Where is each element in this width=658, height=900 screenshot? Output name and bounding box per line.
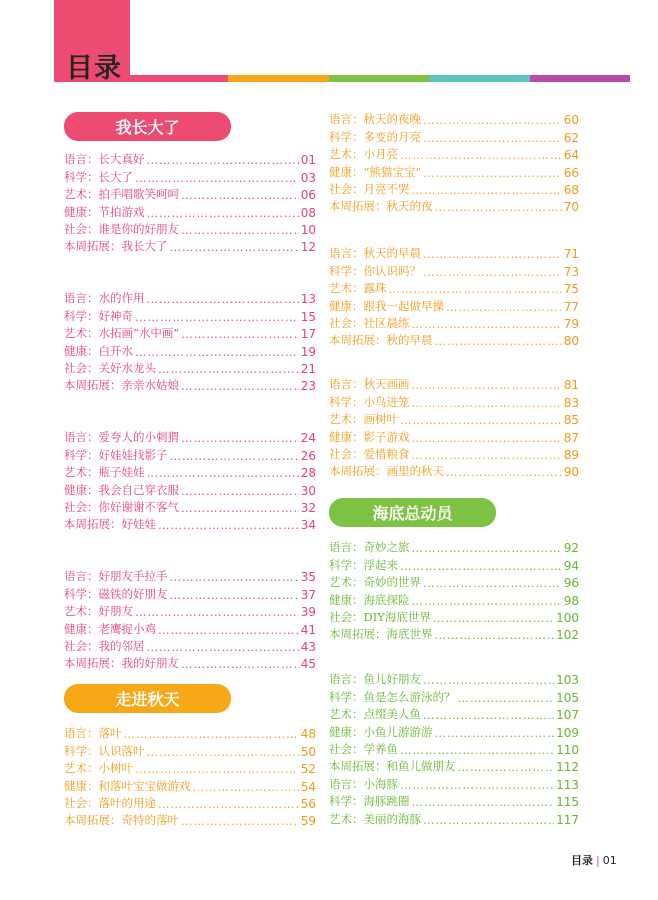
toc-entry-title: 语言：秋天的夜晚 xyxy=(329,112,421,127)
toc-entry-page: 35 xyxy=(300,570,316,585)
toc-entry-page: 85 xyxy=(563,413,579,428)
toc-entry-page: 62 xyxy=(563,130,579,145)
toc-entry-page: 113 xyxy=(556,777,579,792)
toc-entry-title: 科学：鱼是怎么游泳的？ xyxy=(329,689,456,704)
toc-entry[interactable] xyxy=(64,428,316,445)
toc-dot-leader xyxy=(147,466,299,480)
toc-entry[interactable] xyxy=(329,573,579,590)
toc-entry[interactable] xyxy=(329,608,579,625)
toc-entry-page: 12 xyxy=(300,240,316,255)
toc-entry-title: 健康：影子游戏 xyxy=(329,429,410,444)
toc-entry-page: 28 xyxy=(300,466,316,481)
toc-entry[interactable] xyxy=(329,705,579,722)
toc-entry[interactable] xyxy=(329,145,579,162)
toc-entry-title: 科学：认识落叶 xyxy=(64,743,145,758)
footer-separator: | xyxy=(596,854,600,867)
unit-header-autumn: 走进秋天 xyxy=(64,684,231,713)
toc-entry-page: 21 xyxy=(300,361,316,376)
toc-entry[interactable] xyxy=(329,110,579,127)
toc-dot-leader xyxy=(135,762,299,776)
toc-entry-title: 艺术：美丽的海豚 xyxy=(329,811,421,826)
toc-dot-leader xyxy=(458,760,555,774)
toc-entry-page: 112 xyxy=(556,760,579,775)
toc-dot-leader xyxy=(170,570,299,584)
toc-entry-title: 本周拓展：我长大了 xyxy=(64,239,168,254)
toc-dot-leader xyxy=(147,745,299,759)
toc-dot-leader xyxy=(433,611,554,625)
toc-entry[interactable] xyxy=(329,314,579,331)
toc-entry-title: 语言：落叶 xyxy=(64,726,122,741)
toc-entry-page: 83 xyxy=(563,395,579,410)
toc-entry-page: 87 xyxy=(563,430,579,445)
toc-entry-page: 103 xyxy=(556,673,579,688)
toc-entry-page: 43 xyxy=(300,639,316,654)
toc-dot-leader xyxy=(412,183,562,197)
toc-dot-leader xyxy=(193,780,299,794)
toc-entry-title: 语言：长大真好 xyxy=(64,152,145,167)
toc-dot-leader xyxy=(181,327,298,341)
toc-entry-title: 社会：爱惜粮食 xyxy=(329,446,410,461)
toc-entry-title: 健康：“熊猫宝宝” xyxy=(329,164,422,179)
toc-dot-leader xyxy=(412,594,562,608)
page-footer xyxy=(571,852,617,868)
toc-entry-page: 17 xyxy=(300,327,316,342)
toc-entry-title: 艺术：小树叶 xyxy=(64,761,133,776)
toc-entry[interactable] xyxy=(64,150,316,167)
toc-entry-page: 54 xyxy=(300,779,316,794)
toc-entry-page: 70 xyxy=(563,200,579,215)
toc-dot-leader xyxy=(412,396,562,410)
toc-entry[interactable] xyxy=(329,197,579,214)
toc-dot-leader xyxy=(423,576,562,590)
toc-entry-title: 社会：关好水龙头 xyxy=(64,360,156,375)
toc-dot-leader xyxy=(158,797,299,811)
color-bar-purple xyxy=(530,75,630,82)
toc-entry-title: 艺术：拍手唱歌笑呵呵 xyxy=(64,187,179,202)
toc-entry-title: 本周拓展：画里的秋天 xyxy=(329,464,444,479)
toc-entry-title: 社会：月亮不哭 xyxy=(329,181,410,196)
toc-entry[interactable] xyxy=(329,445,579,462)
toc-entry-page: 110 xyxy=(556,742,579,757)
toc-dot-leader xyxy=(181,484,299,498)
toc-dot-leader xyxy=(147,153,299,167)
toc-entry-title: 社会：你好谢谢不客气 xyxy=(64,499,179,514)
toc-entry-title: 艺术：瓶子娃娃 xyxy=(64,465,145,480)
toc-entry-title: 艺术：好朋友 xyxy=(64,604,133,619)
toc-group-9 xyxy=(329,538,579,642)
color-bar-pink xyxy=(130,75,228,82)
toc-entry-title: 语言：秋天画画 xyxy=(329,377,410,392)
toc-dot-leader xyxy=(423,265,562,279)
footer-page-number: 01 xyxy=(602,854,617,867)
toc-entry[interactable] xyxy=(329,410,579,427)
toc-entry-page: 96 xyxy=(563,576,579,591)
toc-entry-page: 117 xyxy=(556,812,579,827)
toc-entry[interactable] xyxy=(329,261,579,278)
toc-entry-page: 48 xyxy=(300,727,316,742)
toc-entry-title: 社会：谁是你的好朋友 xyxy=(64,221,179,236)
toc-entry-page: 105 xyxy=(556,690,579,705)
toc-entry[interactable] xyxy=(64,619,316,636)
color-bar-teal xyxy=(430,75,530,82)
toc-entry[interactable] xyxy=(64,341,316,358)
toc-entry[interactable] xyxy=(64,567,316,584)
toc-entry[interactable] xyxy=(64,811,316,828)
toc-dot-leader xyxy=(147,206,299,220)
toc-entry-title: 语言：秋天的早晨 xyxy=(329,246,421,261)
toc-entry-title: 科学：长大了 xyxy=(64,169,133,184)
toc-dot-leader xyxy=(423,708,554,722)
toc-entry[interactable] xyxy=(64,289,316,306)
toc-entry-page: 98 xyxy=(563,593,579,608)
toc-entry-page: 13 xyxy=(300,292,316,307)
toc-entry[interactable] xyxy=(329,296,579,313)
toc-entry[interactable] xyxy=(64,445,316,462)
toc-entry-title: 社会：DIY海底世界 xyxy=(329,609,431,624)
toc-entry-page: 24 xyxy=(300,431,316,446)
toc-entry-page: 23 xyxy=(300,379,316,394)
toc-dot-leader xyxy=(158,623,299,637)
toc-entry-title: 社会：我的邻居 xyxy=(64,638,145,653)
toc-entry-page: 109 xyxy=(556,725,579,740)
toc-group-3 xyxy=(64,428,316,532)
toc-group-10 xyxy=(329,670,579,827)
toc-entry-title: 社会：社区晨练 xyxy=(329,315,410,330)
toc-entry-title: 本周拓展：亲亲水姑娘 xyxy=(64,378,179,393)
toc-dot-leader xyxy=(400,559,562,573)
footer-label: 目录 xyxy=(571,854,593,867)
toc-entry[interactable] xyxy=(329,792,579,809)
toc-entry[interactable] xyxy=(329,392,579,409)
toc-dot-leader xyxy=(181,431,299,445)
toc-entry-title: 本周拓展：秋的早晨 xyxy=(329,333,433,348)
toc-entry[interactable] xyxy=(64,498,316,515)
toc-dot-leader xyxy=(181,814,299,828)
toc-dot-leader xyxy=(389,282,562,296)
toc-entry-page: 50 xyxy=(300,744,316,759)
toc-entry[interactable] xyxy=(64,654,316,671)
toc-entry[interactable] xyxy=(329,774,579,791)
toc-dot-leader xyxy=(412,448,562,462)
toc-entry-page: 45 xyxy=(300,657,316,672)
unit-header-undersea: 海底总动员 xyxy=(329,498,496,527)
toc-entry-page: 01 xyxy=(300,153,316,168)
toc-entry-title: 艺术：画树叶 xyxy=(329,412,398,427)
toc-entry[interactable] xyxy=(329,538,579,555)
toc-dot-leader xyxy=(435,726,555,740)
toc-entry-page: 102 xyxy=(556,628,579,643)
toc-entry-page: 80 xyxy=(563,334,579,349)
toc-dot-leader xyxy=(181,379,299,393)
toc-entry[interactable] xyxy=(64,794,316,811)
toc-entry-page: 64 xyxy=(563,148,579,163)
toc-entry[interactable] xyxy=(329,462,579,479)
toc-entry-title: 本周拓展：和鱼儿做朋友 xyxy=(329,759,456,774)
toc-dot-leader xyxy=(135,345,299,359)
toc-entry-title: 健康：节拍游戏 xyxy=(64,204,145,219)
toc-entry-title: 健康：跟我一起做早操 xyxy=(329,298,444,313)
unit-header-grow-up: 我长大了 xyxy=(64,112,231,141)
toc-entry[interactable] xyxy=(329,162,579,179)
toc-entry-page: 92 xyxy=(563,541,579,556)
toc-entry-title: 科学：浮起来 xyxy=(329,557,398,572)
toc-entry-title: 艺术：点缀美人鱼 xyxy=(329,707,421,722)
toc-entry-page: 107 xyxy=(556,708,579,723)
toc-dot-leader xyxy=(412,541,562,555)
toc-entry-title: 科学：你认识吗？ xyxy=(329,263,421,278)
toc-dot-leader xyxy=(135,605,299,619)
toc-dot-leader xyxy=(423,673,554,687)
toc-entry[interactable] xyxy=(329,244,579,261)
toc-entry-page: 115 xyxy=(556,795,579,810)
toc-entry-page: 37 xyxy=(300,587,316,602)
toc-entry[interactable] xyxy=(329,757,579,774)
toc-entry-page: 90 xyxy=(563,465,579,480)
color-bar-orange xyxy=(228,75,329,82)
toc-entry-title: 健康：老鹰捉小鸡 xyxy=(64,621,156,636)
toc-entry-title: 健康：我会自己穿衣服 xyxy=(64,482,179,497)
toc-entry[interactable] xyxy=(329,809,579,826)
toc-entry-title: 语言：好朋友手拉手 xyxy=(64,569,168,584)
toc-entry[interactable] xyxy=(64,776,316,793)
toc-dot-leader xyxy=(170,240,299,254)
toc-dot-leader xyxy=(412,317,562,331)
toc-entry[interactable] xyxy=(329,740,579,757)
toc-entry-title: 社会：学养鱼 xyxy=(329,741,398,756)
toc-entry-page: 26 xyxy=(300,448,316,463)
toc-entry[interactable] xyxy=(64,759,316,776)
toc-entry-page: 30 xyxy=(300,483,316,498)
toc-entry-page: 06 xyxy=(300,188,316,203)
toc-dot-leader xyxy=(181,223,299,237)
toc-dot-leader xyxy=(158,362,299,376)
toc-dot-leader xyxy=(135,171,299,185)
toc-entry[interactable] xyxy=(329,279,579,296)
toc-dot-leader xyxy=(412,378,562,392)
toc-group-2 xyxy=(64,289,316,393)
toc-entry-title: 科学：多变的月亮 xyxy=(329,129,421,144)
toc-entry-title: 艺术：水拓画“水中画” xyxy=(64,326,180,341)
toc-entry-page: 56 xyxy=(300,796,316,811)
toc-entry-title: 科学：小鸟进笼 xyxy=(329,394,410,409)
toc-entry[interactable] xyxy=(64,324,316,341)
toc-entry-page: 75 xyxy=(563,282,579,297)
toc-entry[interactable] xyxy=(64,724,316,741)
toc-dot-leader xyxy=(412,431,562,445)
toc-entry-title: 社会：落叶的用途 xyxy=(64,795,156,810)
toc-entry-page: 73 xyxy=(563,264,579,279)
toc-entry-page: 59 xyxy=(300,814,316,829)
toc-entry-page: 52 xyxy=(300,762,316,777)
toc-entry-title: 科学：磁铁的好朋友 xyxy=(64,586,168,601)
toc-entry-page: 60 xyxy=(563,113,579,128)
toc-entry[interactable] xyxy=(64,167,316,184)
toc-entry[interactable] xyxy=(64,220,316,237)
toc-entry[interactable] xyxy=(329,670,579,687)
toc-dot-leader xyxy=(435,200,562,214)
toc-entry[interactable] xyxy=(64,185,316,202)
toc-entry-title: 健康：白开水 xyxy=(64,343,133,358)
toc-entry-title: 语言：小海豚 xyxy=(329,776,398,791)
toc-dot-leader xyxy=(158,518,299,532)
toc-entry-page: 41 xyxy=(300,622,316,637)
toc-dot-leader xyxy=(435,334,562,348)
toc-entry[interactable] xyxy=(64,202,316,219)
toc-entry-title: 本周拓展：奇特的落叶 xyxy=(64,813,179,828)
toc-entry[interactable] xyxy=(64,359,316,376)
toc-group-4 xyxy=(64,567,316,671)
toc-dot-leader xyxy=(400,743,554,757)
toc-entry[interactable] xyxy=(329,127,579,144)
toc-dot-leader xyxy=(435,628,555,642)
toc-dot-leader xyxy=(124,727,299,741)
color-bar-green xyxy=(329,75,430,82)
toc-entry-title: 本周拓展：海底世界 xyxy=(329,627,433,642)
toc-entry-title: 本周拓展：我的好朋友 xyxy=(64,656,179,671)
toc-entry-page: 81 xyxy=(563,378,579,393)
toc-dot-leader xyxy=(147,292,299,306)
toc-group-6 xyxy=(329,110,579,214)
toc-entry-title: 本周拓展：好娃娃 xyxy=(64,517,156,532)
toc-dot-leader xyxy=(181,657,299,671)
toc-entry-page: 66 xyxy=(563,165,579,180)
toc-entry-title: 艺术：小月亮 xyxy=(329,147,398,162)
toc-entry[interactable] xyxy=(329,331,579,348)
toc-entry-page: 77 xyxy=(563,299,579,314)
toc-entry-title: 健康：和落叶宝宝做游戏 xyxy=(64,778,191,793)
toc-dot-leader xyxy=(446,300,562,314)
toc-entry-page: 94 xyxy=(563,558,579,573)
toc-entry[interactable] xyxy=(329,555,579,572)
toc-entry-title: 科学：好神奇 xyxy=(64,308,133,323)
toc-entry-title: 健康：海底探险 xyxy=(329,592,410,607)
toc-entry-page: 89 xyxy=(563,447,579,462)
toc-entry[interactable] xyxy=(64,480,316,497)
toc-entry-page: 15 xyxy=(300,309,316,324)
toc-dot-leader xyxy=(446,465,562,479)
toc-entry-title: 科学：海豚跳圈 xyxy=(329,794,410,809)
toc-entry-page: 100 xyxy=(556,610,579,625)
toc-entry[interactable] xyxy=(64,741,316,758)
toc-entry[interactable] xyxy=(329,625,579,642)
toc-entry[interactable] xyxy=(64,584,316,601)
toc-entry-page: 32 xyxy=(300,500,316,515)
toc-entry[interactable] xyxy=(329,722,579,739)
toc-entry-title: 语言：奇妙之旅 xyxy=(329,540,410,555)
toc-dot-leader xyxy=(423,131,562,145)
toc-entry-page: 39 xyxy=(300,605,316,620)
toc-entry-title: 本周拓展：秋天的夜 xyxy=(329,199,433,214)
toc-dot-leader xyxy=(400,778,554,792)
toc-dot-leader xyxy=(423,113,562,127)
toc-dot-leader xyxy=(400,413,562,427)
toc-entry-page: 71 xyxy=(563,247,579,262)
toc-entry-title: 艺术：奇妙的世界 xyxy=(329,575,421,590)
toc-entry-page: 08 xyxy=(300,205,316,220)
toc-entry-page: 10 xyxy=(300,222,316,237)
toc-entry[interactable] xyxy=(64,237,316,254)
toc-entry[interactable] xyxy=(64,306,316,323)
toc-entry[interactable] xyxy=(329,180,579,197)
toc-group-8 xyxy=(329,375,579,479)
toc-dot-leader xyxy=(423,166,561,180)
toc-entry-title: 语言：水的作用 xyxy=(64,291,145,306)
toc-group-5 xyxy=(64,724,316,828)
toc-entry-page: 03 xyxy=(300,170,316,185)
toc-entry-page: 79 xyxy=(563,316,579,331)
toc-group-7 xyxy=(329,244,579,348)
toc-entry-page: 19 xyxy=(300,344,316,359)
toc-dot-leader xyxy=(400,148,562,162)
toc-entry-title: 健康：小鱼儿游游游 xyxy=(329,724,433,739)
toc-entry[interactable] xyxy=(64,602,316,619)
toc-entry-title: 语言：鱼儿好朋友 xyxy=(329,672,421,687)
toc-group-1 xyxy=(64,150,316,254)
toc-entry[interactable] xyxy=(64,463,316,480)
toc-dot-leader xyxy=(181,188,299,202)
toc-entry-page: 68 xyxy=(563,182,579,197)
toc-entry[interactable] xyxy=(329,590,579,607)
toc-dot-leader xyxy=(147,640,299,654)
toc-dot-leader xyxy=(170,588,299,602)
toc-entry[interactable] xyxy=(329,427,579,444)
toc-dot-leader xyxy=(412,795,555,809)
toc-entry[interactable] xyxy=(329,375,579,392)
page-title: 目录 xyxy=(66,53,122,84)
toc-dot-leader xyxy=(181,501,299,515)
toc-entry-title: 科学：好娃娃找影子 xyxy=(64,447,168,462)
toc-entry-title: 艺术：露珠 xyxy=(329,281,387,296)
toc-dot-leader xyxy=(170,449,299,463)
toc-entry-title: 语言：爱夸人的小刺猬 xyxy=(64,430,179,445)
toc-entry[interactable] xyxy=(64,515,316,532)
toc-dot-leader xyxy=(135,310,299,324)
toc-dot-leader xyxy=(458,691,555,705)
toc-dot-leader xyxy=(423,247,562,261)
toc-entry[interactable] xyxy=(329,687,579,704)
toc-dot-leader xyxy=(423,813,554,827)
toc-entry-page: 34 xyxy=(300,518,316,533)
toc-entry[interactable] xyxy=(64,637,316,654)
toc-entry[interactable] xyxy=(64,376,316,393)
